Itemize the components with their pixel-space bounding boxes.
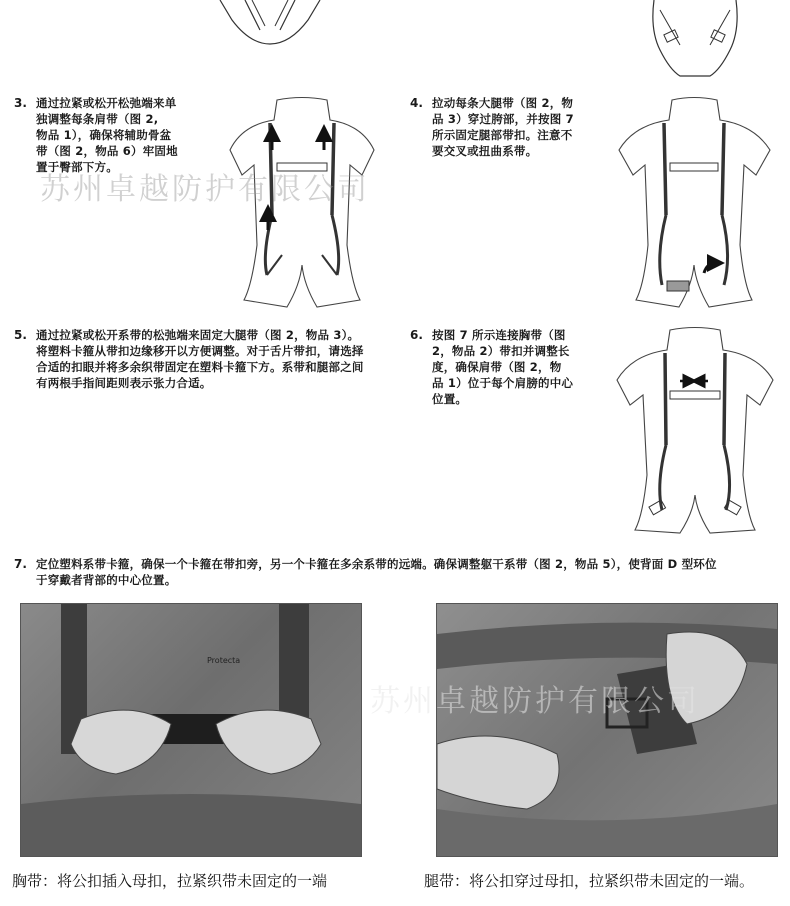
- harness-illustration-top-right: [640, 0, 750, 78]
- step-7-text: 定位塑料系带卡箍，确保一个卡箍在带扣旁，另一个卡箍在多余系带的远端。确保调整躯干系带（图 2，物品 5），使背面 D 型环位 于穿戴者背部的中心位置。: [36, 557, 717, 587]
- leg-strap-photo: [436, 603, 778, 857]
- step-6-text: 按图 7 所示连接胸带（图 2，物品 2）带扣并调整长 度，确保肩带（图 2，物 品 1）位于每个肩膀的中心 位置。: [432, 328, 574, 406]
- step-6-number: 6.: [410, 328, 423, 342]
- chest-strap-caption: 胸带：将公扣插入母扣，拉紧织带未固定的一端: [12, 872, 328, 890]
- company-watermark-upper: 苏州卓越防护有限公司: [40, 172, 370, 207]
- step-5-text: 通过拉紧或松开系带的松弛端来固定大腿带（图 2，物品 3）。 将塑料卡箍从带扣边缘移开以方便调整。对于舌片带扣，请选择 合适的扣眼并将多余织带固定在塑料卡箍下方。系带和腿部之间 有两根手指间距则表示张力合适。: [36, 328, 364, 390]
- harness-leg-strap-illustration: [612, 95, 777, 310]
- harness-chest-strap-illustration: [610, 325, 780, 535]
- step-7-number: 7.: [14, 557, 27, 571]
- harness-illustration-top-left: [210, 0, 330, 45]
- company-watermark-lower: 苏州卓越防护有限公司: [370, 684, 700, 719]
- leg-strap-caption: 腿带：将公扣穿过母扣，拉紧织带未固定的一端。: [424, 872, 755, 890]
- step-4-text: 拉动每条大腿带（图 2，物 品 3）穿过胯部，并按图 7 所示固定腿部带扣。注意不 要交叉或扭曲系带。: [432, 96, 574, 158]
- step-4-number: 4.: [410, 96, 423, 110]
- photo-brand-label: Protecta: [207, 656, 241, 665]
- step-3-text: 通过拉紧或松开松弛端来单 独调整每条肩带（图 2, 物品 1），确保将辅助骨盆 带（图 2，物品 6）牢固地 置于臀部下方。: [36, 96, 178, 174]
- step-3-number: 3.: [14, 96, 27, 110]
- chest-strap-photo: [20, 603, 362, 857]
- step-5-number: 5.: [14, 328, 27, 342]
